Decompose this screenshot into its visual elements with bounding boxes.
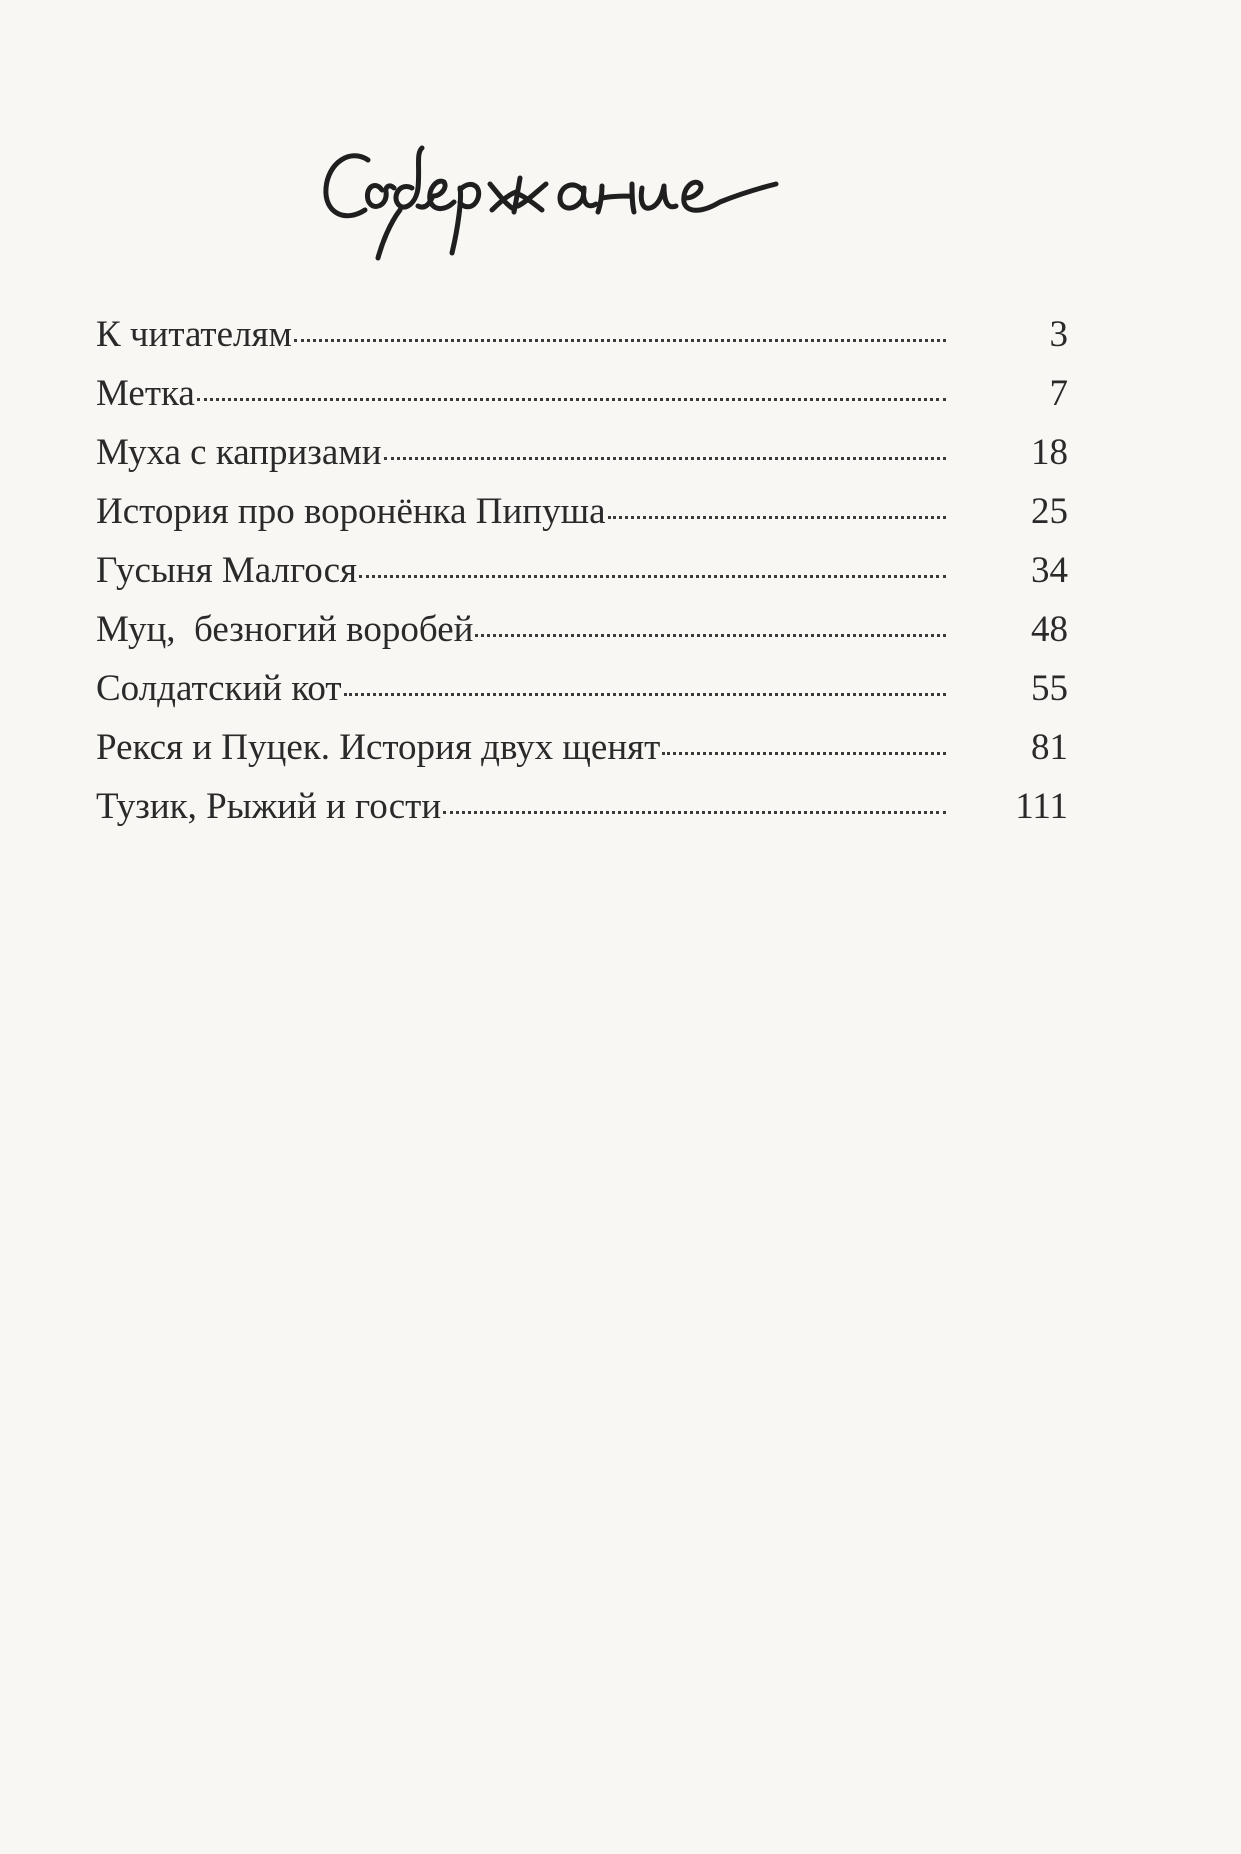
toc-entry-title: Муц, безногий воробей: [96, 609, 474, 650]
toc-entry-title: Гусыня Малгося: [96, 550, 358, 591]
toc-entry[interactable]: [96, 718, 1068, 777]
dot-leader: [294, 339, 946, 342]
toc-entry[interactable]: [96, 541, 1068, 600]
toc-entry-page: 34: [1031, 550, 1068, 591]
table-of-contents: [96, 305, 1068, 836]
toc-entry-page: 18: [1031, 432, 1068, 473]
toc-entry-page: 3: [1049, 314, 1068, 355]
toc-entry[interactable]: [96, 305, 1068, 364]
handwritten-heading-lettering: [320, 118, 880, 268]
dot-leader: [662, 752, 946, 755]
toc-entry-title: Рекся и Пуцек. История двух щенят: [96, 727, 661, 768]
dot-leader: [443, 811, 946, 814]
dot-leader: [344, 693, 946, 696]
toc-entry[interactable]: [96, 600, 1068, 659]
toc-entry-page: 111: [1015, 786, 1068, 827]
contents-heading: [320, 118, 880, 268]
toc-entry[interactable]: [96, 482, 1068, 541]
toc-entry-page: 7: [1049, 373, 1068, 414]
toc-entry[interactable]: [96, 777, 1068, 836]
toc-entry[interactable]: [96, 659, 1068, 718]
toc-entry-title: Метка: [96, 373, 195, 414]
toc-entry-title: История про воронёнка Пипуша: [96, 491, 606, 532]
toc-entry-page: 81: [1031, 727, 1068, 768]
dot-leader: [384, 457, 946, 460]
dot-leader: [608, 516, 946, 519]
toc-entry-title: Тузик, Рыжий и гости: [96, 786, 442, 827]
toc-entry[interactable]: [96, 364, 1068, 423]
dot-leader: [475, 634, 946, 637]
dot-leader: [197, 398, 946, 401]
toc-entry-page: 48: [1031, 609, 1068, 650]
toc-entry[interactable]: [96, 423, 1068, 482]
dot-leader: [359, 575, 946, 578]
toc-entry-title: Муха с капризами: [96, 432, 382, 473]
toc-entry-title: Солдатский кот: [96, 668, 342, 709]
toc-entry-page: 25: [1031, 491, 1068, 532]
toc-entry-page: 55: [1031, 668, 1068, 709]
toc-entry-title: К читателям: [96, 314, 292, 355]
